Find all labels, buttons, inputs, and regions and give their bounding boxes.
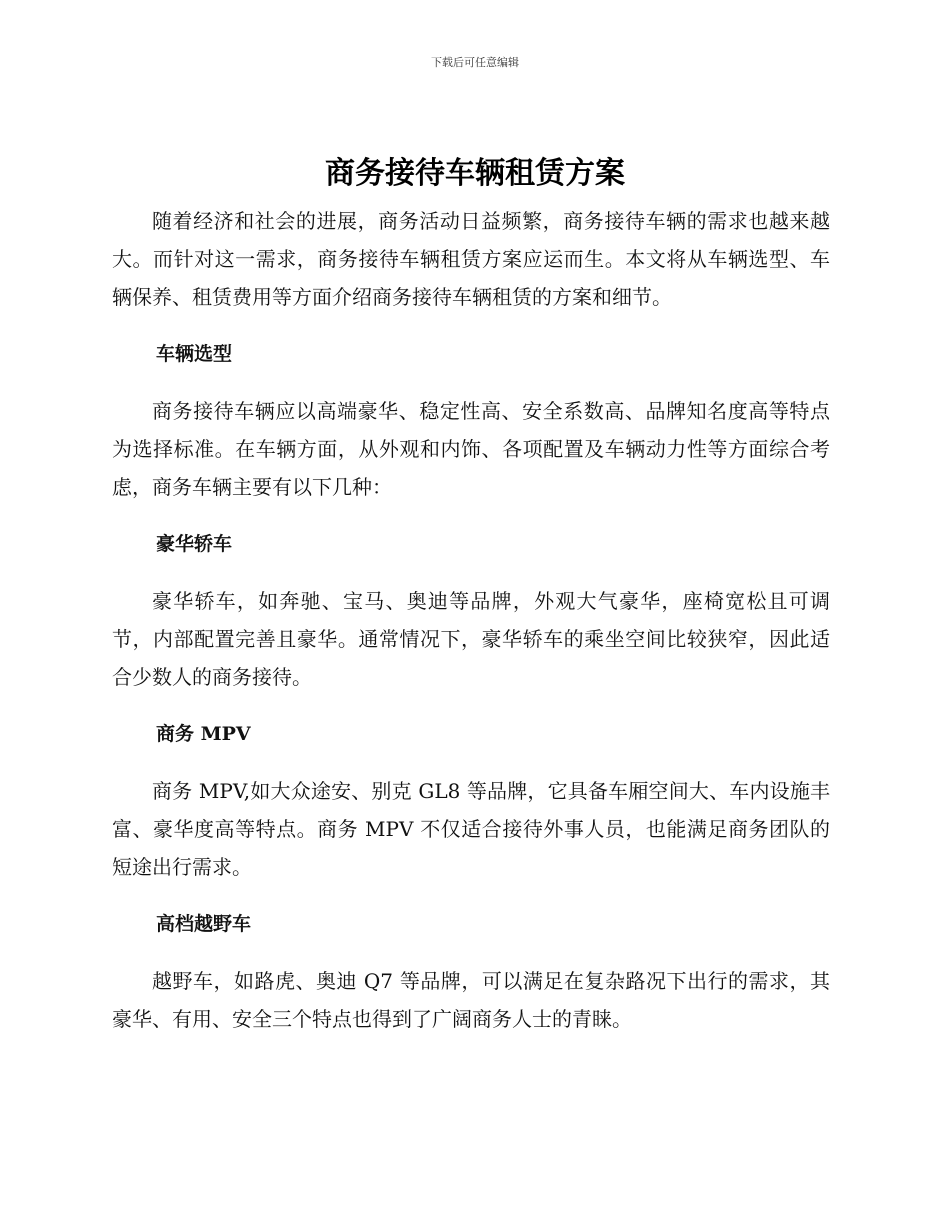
spacer xyxy=(112,316,830,335)
intro-paragraph: 随着经济和社会的进展，商务活动日益频繁，商务接待车辆的需求也越来越大。而针对这一需求，商务接待车辆租赁方案应运而生。本文将从车辆选型、车辆保养、租赁费用等方面介绍商务接待车辆租赁的方案和细节。 xyxy=(112,209,830,309)
spacer xyxy=(112,506,830,525)
suv-paragraph: 越野车，如路虎、奥迪 Q7 等品牌，可以满足在复杂路况下出行的需求，其豪华、有用、安全三个特点也得到了广阔商务人士的青睐。 xyxy=(112,969,830,1031)
spacer xyxy=(112,886,830,905)
vehicle-selection-paragraph: 商务接待车辆应以高端豪华、稳定性高、安全系数高、品牌知名度高等特点为选择标准。在车辆方面，从外观和内饰、各项配置及车辆动力性等方面综合考虑，商务车辆主要有以下几种： xyxy=(112,399,830,499)
section-heading-luxury-sedan: 豪华轿车 xyxy=(156,533,233,555)
spacer xyxy=(112,696,830,715)
document-body xyxy=(112,202,830,1038)
header-note: 下载后可任意编辑 xyxy=(431,56,519,69)
section-heading-mpv: 商务 MPV xyxy=(156,723,251,745)
document-title: 商务接待车辆租赁方案 xyxy=(325,156,625,191)
spacer xyxy=(112,753,830,772)
section-heading-vehicle-selection: 车辆选型 xyxy=(156,343,233,365)
section-heading-suv: 高档越野车 xyxy=(156,913,252,935)
spacer xyxy=(112,563,830,582)
mpv-paragraph: 商务 MPV,如大众途安、别克 GL8 等品牌，它具备车厢空间大、车内设施丰富、豪华度高等特点。商务 MPV 不仅适合接待外事人员，也能满足商务团队的短途出行需求。 xyxy=(112,779,830,879)
spacer xyxy=(112,373,830,392)
luxury-sedan-paragraph: 豪华轿车，如奔驰、宝马、奥迪等品牌，外观大气豪华，座椅宽松且可调节，内部配置完善且豪华。通常情况下，豪华轿车的乘坐空间比较狭窄，因此适合少数人的商务接待。 xyxy=(112,589,830,689)
spacer xyxy=(112,943,830,962)
